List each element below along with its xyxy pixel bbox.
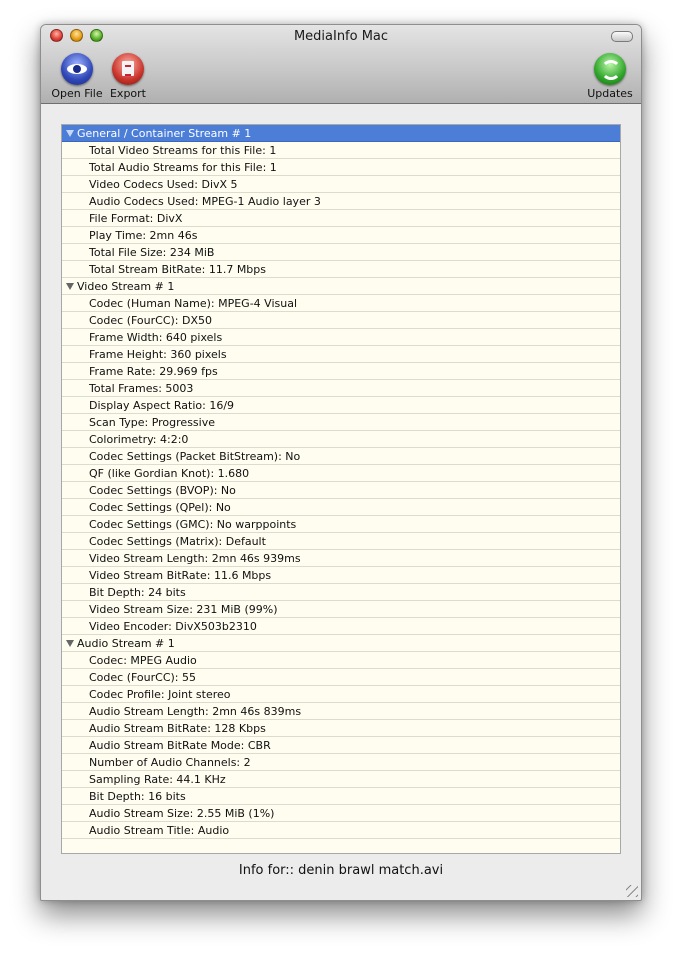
info-row[interactable] [62,431,620,448]
info-row-text: Codec (FourCC): DX50 [89,314,213,327]
info-row-text: QF (like Gordian Knot): 1.680 [89,467,250,480]
info-row[interactable] [62,414,620,431]
info-row-text: Codec Settings (BVOP): No [89,484,236,497]
info-row-text: Codec Settings (Packet BitStream): No [89,450,301,463]
info-row-text: Bit Depth: 24 bits [89,586,186,599]
info-outline-list[interactable] [61,124,621,854]
info-row-text: Video Stream Length: 2mn 46s 939ms [89,552,301,565]
section-title: General / Container Stream # 1 [77,127,252,140]
info-row-text: Total Stream BitRate: 11.7 Mbps [89,263,266,276]
info-row-text: Audio Codecs Used: MPEG-1 Audio layer 3 [89,195,321,208]
info-row[interactable] [62,567,620,584]
info-row-text: Video Stream Size: 231 MiB (99%) [89,603,278,616]
info-row[interactable] [62,244,620,261]
info-row-text: Number of Audio Channels: 2 [89,756,251,769]
info-row-text: Play Time: 2mn 46s [89,229,198,242]
info-row[interactable] [62,397,620,414]
file-info-label: Info for:: denin brawl match.avi [238,863,444,878]
info-row[interactable] [62,686,620,703]
info-row-text: Video Codecs Used: DivX 5 [89,178,238,191]
export-button[interactable] [107,53,149,100]
toolbar [41,25,641,104]
info-row[interactable] [62,618,620,635]
open-file-button[interactable] [49,53,105,100]
resize-grip[interactable] [626,885,638,897]
info-row[interactable] [62,516,620,533]
toolbar-toggle-button[interactable] [611,31,633,42]
info-row-text: Video Stream BitRate: 11.6 Mbps [89,569,272,582]
info-row[interactable] [62,771,620,788]
info-row[interactable] [62,312,620,329]
disclosure-triangle-icon[interactable] [66,640,74,647]
info-row[interactable] [62,482,620,499]
info-row-text: Audio Stream BitRate Mode: CBR [89,739,271,752]
info-row[interactable] [62,788,620,805]
info-row-text: Scan Type: Progressive [89,416,215,429]
info-row[interactable] [62,499,620,516]
section-header[interactable] [62,278,620,295]
info-row[interactable] [62,703,620,720]
info-row-text: Audio Stream Title: Audio [89,824,230,837]
info-row-text: Display Aspect Ratio: 16/9 [89,399,235,412]
updates-button[interactable] [587,53,633,100]
info-row[interactable] [62,550,620,567]
info-row[interactable] [62,295,620,312]
info-row[interactable] [62,227,620,244]
info-row-text: Codec (Human Name): MPEG-4 Visual [89,297,298,310]
info-row[interactable] [62,720,620,737]
info-row-text: Total Video Streams for this File: 1 [89,144,277,157]
info-row-text: Audio Stream Length: 2mn 46s 839ms [89,705,302,718]
info-row-text: File Format: DivX [89,212,183,225]
info-row-text: Codec: MPEG Audio [89,654,197,667]
info-row[interactable] [62,380,620,397]
info-row-text: Colorimetry: 4:2:0 [89,433,189,446]
info-row[interactable] [62,805,620,822]
info-row-text: Video Encoder: DivX503b2310 [89,620,257,633]
info-row-text: Codec Profile: Joint stereo [89,688,231,701]
main-window [40,24,642,901]
info-row[interactable] [62,261,620,278]
info-row-text: Audio Stream BitRate: 128 Kbps [89,722,266,735]
info-row-text: Codec Settings (QPel): No [89,501,231,514]
info-row[interactable] [62,669,620,686]
info-row[interactable] [62,142,620,159]
info-row-text: Audio Stream Size: 2.55 MiB (1%) [89,807,275,820]
info-row-text: Frame Width: 640 pixels [89,331,223,344]
info-row[interactable] [62,448,620,465]
info-row[interactable] [62,363,620,380]
section-header[interactable] [62,635,620,652]
info-row[interactable] [62,754,620,771]
info-row[interactable] [62,601,620,618]
info-row[interactable] [62,210,620,227]
info-row-text: Total File Size: 234 MiB [89,246,215,259]
info-row[interactable] [62,346,620,363]
export-icon [112,53,144,85]
updates-label: Updates [587,87,633,100]
info-row[interactable] [62,822,620,839]
info-row-text: Frame Height: 360 pixels [89,348,227,361]
section-header[interactable] [62,125,620,142]
empty-row [62,839,620,854]
info-row[interactable] [62,533,620,550]
info-row-text: Bit Depth: 16 bits [89,790,186,803]
section-title: Audio Stream # 1 [77,637,175,650]
info-row[interactable] [62,584,620,601]
info-row[interactable] [62,652,620,669]
info-row-text: Codec Settings (Matrix): Default [89,535,266,548]
window-title: MediaInfo Mac [293,29,389,44]
info-row-text: Codec Settings (GMC): No warppoints [89,518,297,531]
info-row-text: Total Frames: 5003 [89,382,194,395]
info-row[interactable] [62,737,620,754]
info-row-text: Total Audio Streams for this File: 1 [89,161,277,174]
export-label: Export [109,87,146,100]
info-row-text: Codec (FourCC): 55 [89,671,197,684]
section-title: Video Stream # 1 [77,280,175,293]
info-row[interactable] [62,465,620,482]
info-row[interactable] [62,176,620,193]
eye-icon [61,53,93,85]
open-file-label: Open File [51,87,103,100]
info-row[interactable] [62,193,620,210]
info-row-text: Frame Rate: 29.969 fps [89,365,218,378]
info-row-text: Sampling Rate: 44.1 KHz [89,773,226,786]
info-row[interactable] [62,159,620,176]
refresh-icon [594,53,626,85]
disclosure-triangle-icon[interactable] [66,130,74,137]
info-row[interactable] [62,329,620,346]
disclosure-triangle-icon[interactable] [66,283,74,290]
